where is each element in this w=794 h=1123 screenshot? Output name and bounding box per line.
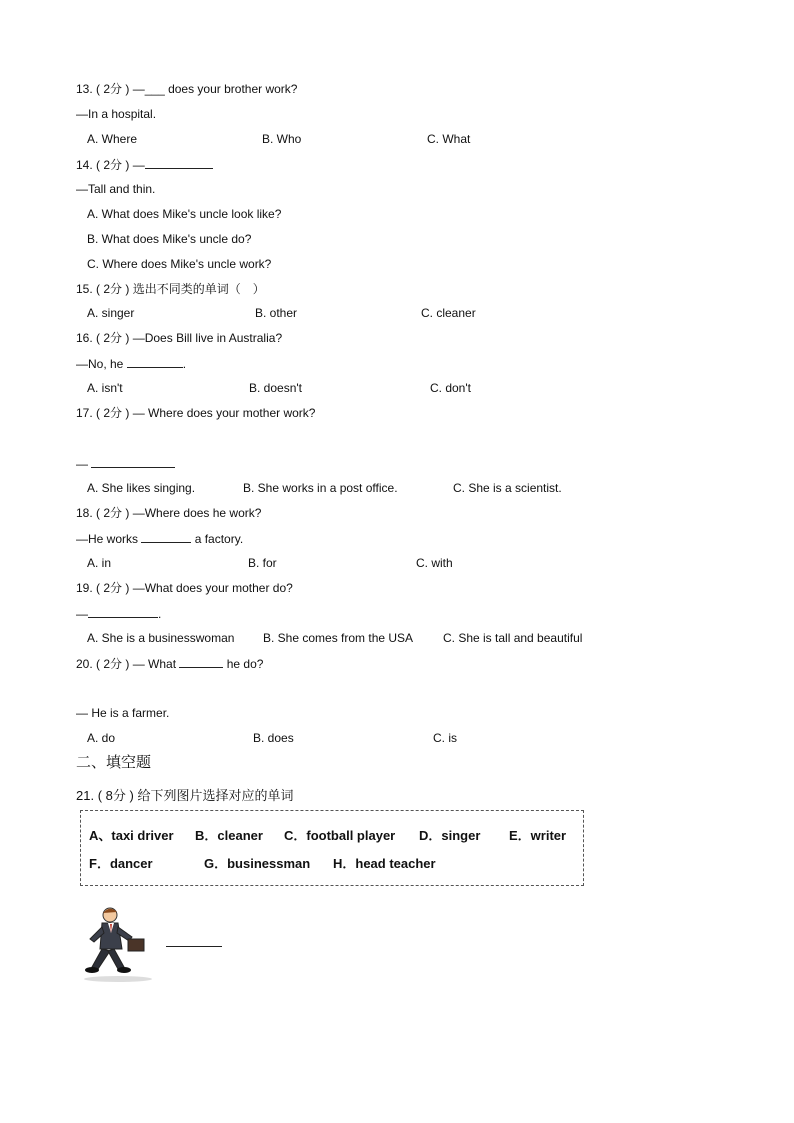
question-15-stem: 15. ( 2分 ) 选出不同类的单词（ ）: [76, 282, 265, 296]
question-21-stem: 21. ( 8分 ) 给下列图片选择对应的单词: [76, 788, 294, 803]
question-18-option-a[interactable]: A. in: [87, 556, 112, 570]
answer-blank[interactable]: [91, 455, 175, 468]
word-bank-item: C．football player: [284, 828, 396, 843]
question-17-stem: 17. ( 2分 ) — Where does your mother work?: [76, 406, 316, 420]
question-16-stem: 16. ( 2分 ) —Does Bill live in Australia?: [76, 331, 283, 345]
question-15-option-c[interactable]: C. cleaner: [421, 306, 476, 320]
question-20-option-a[interactable]: A. do: [87, 731, 116, 745]
word-bank-item: H．head teacher: [333, 856, 436, 871]
question-15-option-b[interactable]: B. other: [255, 306, 298, 320]
word-bank-item: F．dancer: [89, 856, 153, 871]
question-13-option-a[interactable]: A. Where: [87, 132, 138, 146]
question-19-option-a[interactable]: A. She is a businesswoman: [87, 631, 235, 645]
question-17-option-b[interactable]: B. She works in a post office.: [243, 481, 398, 495]
question-19-option-b[interactable]: B. She comes from the USA: [263, 631, 414, 645]
question-20-answer-line: — He is a farmer.: [76, 706, 170, 720]
question-13-stem: 13. ( 2分 ) —___ does your brother work?: [76, 82, 298, 96]
answer-blank[interactable]: [88, 605, 158, 618]
question-15-option-a[interactable]: A. singer: [87, 306, 135, 320]
answer-blank[interactable]: [145, 156, 213, 169]
businessman-image: [80, 903, 158, 983]
question-18-answer-line: —He works a factory.: [76, 532, 244, 546]
word-bank-item: D．singer: [419, 828, 481, 843]
word-bank-box: [80, 810, 584, 886]
answer-blank[interactable]: [179, 655, 223, 668]
question-19-stem: 19. ( 2分 ) —What does your mother do?: [76, 581, 293, 595]
section-title: 二、填空题: [76, 753, 152, 771]
question-17-answer-line: —: [76, 455, 175, 472]
question-19-option-c[interactable]: C. She is tall and beautiful: [443, 631, 583, 645]
question-20-option-b[interactable]: B. does: [253, 731, 294, 745]
question-13-answer-line: —In a hospital.: [76, 107, 157, 121]
question-18-option-c[interactable]: C. with: [416, 556, 453, 570]
question-13-option-c[interactable]: C. What: [427, 132, 471, 146]
question-13-option-b[interactable]: B. Who: [262, 132, 302, 146]
word-bank-item: A、taxi driver: [89, 828, 174, 843]
question-14-option-b[interactable]: B. What does Mike's uncle do?: [87, 232, 252, 246]
word-bank-item: E．writer: [509, 828, 567, 843]
question-14-option-c[interactable]: C. Where does Mike's uncle work?: [87, 257, 272, 271]
question-17-option-c[interactable]: C. She is a scientist.: [453, 481, 562, 495]
question-16-option-c[interactable]: C. don't: [430, 381, 471, 395]
question-16-option-a[interactable]: A. isn't: [87, 381, 123, 395]
question-18-option-b[interactable]: B. for: [248, 556, 277, 570]
answer-blank[interactable]: [127, 355, 183, 368]
question-14-answer-line: —Tall and thin.: [76, 182, 156, 196]
word-bank-item: G．businessman: [204, 856, 311, 871]
question-20-option-c[interactable]: C. is: [433, 731, 457, 745]
question-14-stem: 14. ( 2分 ) —: [76, 156, 213, 173]
question-17-option-a[interactable]: A. She likes singing.: [87, 481, 196, 495]
word-bank-item: B．cleaner: [195, 828, 263, 843]
question-16-answer-line: —No, he .: [76, 357, 187, 371]
question-19-answer-line: — .: [76, 607, 162, 621]
answer-blank[interactable]: [141, 530, 191, 543]
question-18-stem: 18. ( 2分 ) —Where does he work?: [76, 506, 262, 520]
question-14-option-a[interactable]: A. What does Mike's uncle look like?: [87, 207, 282, 221]
question-16-option-b[interactable]: B. doesn't: [249, 381, 302, 395]
answer-blank[interactable]: [166, 946, 222, 947]
question-20-stem: 20. ( 2分 ) — What he do?: [76, 657, 264, 671]
